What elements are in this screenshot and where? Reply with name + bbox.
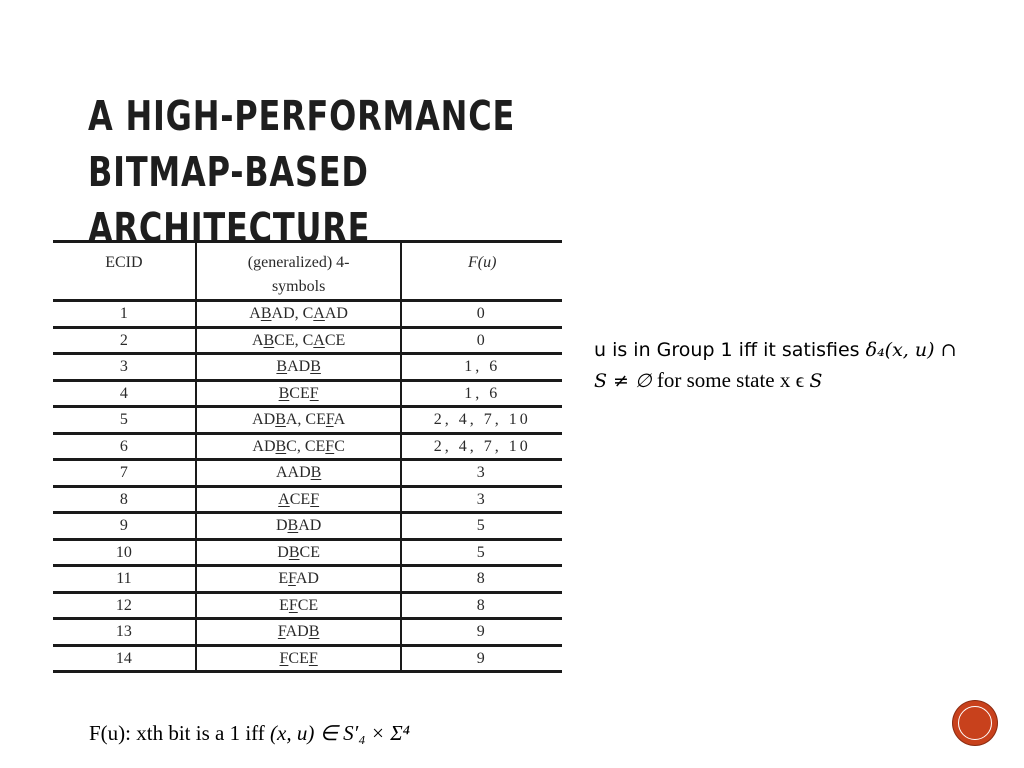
symbol-underlined: B bbox=[263, 331, 275, 349]
symbol-text: CE, C bbox=[274, 331, 314, 349]
symbol-text: AD bbox=[295, 570, 319, 588]
note-line-1-text: u is in Group 1 iff it satisfies bbox=[594, 339, 866, 361]
cell-symbols bbox=[196, 513, 402, 540]
symbol-text: CE bbox=[299, 543, 320, 561]
cell-symbols bbox=[196, 619, 402, 646]
note-line-1-math: δ₄(x, u) ∩ bbox=[865, 339, 957, 361]
header-symbols-line-1: (generalized) 4- bbox=[247, 254, 350, 271]
symbol-text: AD bbox=[252, 411, 276, 429]
next-slide-button[interactable] bbox=[953, 701, 997, 745]
symbol-underlined: A bbox=[278, 490, 290, 508]
symbol-underlined: B bbox=[288, 543, 300, 561]
cell-symbols bbox=[196, 433, 402, 460]
symbol-underlined: B bbox=[310, 358, 321, 376]
symbol-text: C, CE bbox=[286, 437, 326, 455]
symbol-text: AD bbox=[285, 623, 309, 641]
cell-symbols bbox=[196, 354, 402, 381]
symbol-underlined: F bbox=[288, 596, 298, 614]
cell-fu: 5 bbox=[401, 539, 562, 566]
symbol-underlined: A bbox=[313, 331, 325, 349]
symbol-text: D bbox=[277, 543, 289, 561]
symbol-text: AAD bbox=[275, 464, 311, 482]
symbol-underlined: B bbox=[310, 464, 322, 482]
cell-symbols bbox=[196, 327, 402, 354]
note-line-2-text: for some state x ϵ bbox=[651, 368, 810, 392]
caption-prefix: F(u): xth bit is a 1 iff bbox=[89, 721, 271, 745]
table-row bbox=[53, 407, 562, 434]
cell-symbols bbox=[196, 645, 402, 672]
symbol-text: CE bbox=[297, 596, 319, 614]
cell-ecid: 9 bbox=[53, 513, 196, 540]
symbol-text: CE bbox=[324, 331, 346, 349]
symbol-underlined: B bbox=[260, 305, 272, 323]
cell-ecid: 3 bbox=[53, 354, 196, 381]
cell-fu: 2, 4, 7, 10 bbox=[401, 407, 562, 434]
symbol-text: E bbox=[278, 570, 289, 588]
symbol-underlined: F bbox=[288, 570, 296, 588]
cell-fu: 3 bbox=[401, 486, 562, 513]
symbol-underlined: B bbox=[287, 517, 299, 535]
symbol-underlined: F bbox=[277, 623, 286, 641]
symbol-text: A bbox=[249, 305, 261, 323]
symbol-underlined: F bbox=[308, 649, 318, 667]
cell-ecid: 7 bbox=[53, 460, 196, 487]
cell-fu: 5 bbox=[401, 513, 562, 540]
symbol-underlined: F bbox=[309, 384, 319, 402]
cell-fu: 2, 4, 7, 10 bbox=[401, 433, 562, 460]
caption-math: (x, u) ∈ S′₄ × Σ⁴ bbox=[270, 721, 410, 745]
cell-fu: 0 bbox=[401, 301, 562, 328]
note-line-2 bbox=[594, 365, 1024, 396]
table-row bbox=[53, 619, 562, 646]
caption bbox=[89, 721, 410, 746]
symbol-text: CE bbox=[289, 384, 310, 402]
symbol-text: AD bbox=[252, 437, 276, 455]
table-row bbox=[53, 301, 562, 328]
table-row bbox=[53, 327, 562, 354]
symbol-text: A, CE bbox=[285, 411, 326, 429]
cell-fu: 8 bbox=[401, 566, 562, 593]
table-body bbox=[53, 301, 562, 672]
symbol-text: A bbox=[251, 331, 264, 349]
symbol-text: E bbox=[279, 596, 289, 614]
table-row bbox=[53, 513, 562, 540]
note-line-2-math-b: S bbox=[809, 370, 823, 392]
cell-symbols bbox=[196, 539, 402, 566]
symbol-text: A bbox=[333, 411, 346, 429]
symbol-underlined: F bbox=[325, 437, 335, 455]
symbol-text: AD, C bbox=[271, 305, 314, 323]
note-line-1 bbox=[594, 334, 1024, 365]
symbol-text: CE bbox=[288, 649, 309, 667]
table-row bbox=[53, 354, 562, 381]
cell-symbols bbox=[196, 460, 402, 487]
cell-symbols bbox=[196, 407, 402, 434]
symbol-underlined: F bbox=[325, 411, 334, 429]
slide-title bbox=[88, 88, 681, 256]
cell-ecid: 4 bbox=[53, 380, 196, 407]
symbol-underlined: B bbox=[275, 437, 287, 455]
header-ecid: ECID bbox=[53, 242, 196, 301]
ecid-table bbox=[53, 240, 562, 673]
cell-ecid: 13 bbox=[53, 619, 196, 646]
cell-fu: 1, 6 bbox=[401, 380, 562, 407]
cell-ecid: 1 bbox=[53, 301, 196, 328]
cell-ecid: 10 bbox=[53, 539, 196, 566]
symbol-text: AD bbox=[324, 305, 348, 323]
circle-next-icon bbox=[958, 706, 992, 740]
cell-symbols bbox=[196, 486, 402, 513]
table-row bbox=[53, 566, 562, 593]
table-row bbox=[53, 460, 562, 487]
symbol-text: AD bbox=[287, 358, 311, 376]
symbol-underlined: F bbox=[310, 490, 320, 508]
cell-ecid: 5 bbox=[53, 407, 196, 434]
table-row bbox=[53, 486, 562, 513]
cell-ecid: 8 bbox=[53, 486, 196, 513]
cell-symbols bbox=[196, 566, 402, 593]
cell-ecid: 6 bbox=[53, 433, 196, 460]
cell-ecid: 12 bbox=[53, 592, 196, 619]
symbol-underlined: F bbox=[279, 649, 289, 667]
cell-fu: 9 bbox=[401, 619, 562, 646]
cell-ecid: 2 bbox=[53, 327, 196, 354]
symbol-text: AD bbox=[298, 517, 322, 535]
symbol-text: D bbox=[275, 517, 288, 535]
cell-fu: 3 bbox=[401, 460, 562, 487]
table-row bbox=[53, 433, 562, 460]
symbol-text: CE bbox=[289, 490, 311, 508]
table-row bbox=[53, 645, 562, 672]
cell-fu: 8 bbox=[401, 592, 562, 619]
cell-symbols bbox=[196, 380, 402, 407]
group-condition-note bbox=[594, 334, 1024, 396]
symbol-underlined: B bbox=[278, 384, 290, 402]
cell-symbols bbox=[196, 301, 402, 328]
header-fu: F(u) bbox=[401, 242, 562, 301]
header-symbols-line-2: symbols bbox=[271, 278, 326, 295]
cell-ecid: 14 bbox=[53, 645, 196, 672]
slide-title-line-1: A HIGH-PERFORMANCE BITMAP-BASED bbox=[88, 92, 516, 196]
cell-fu: 1, 6 bbox=[401, 354, 562, 381]
symbol-underlined: B bbox=[276, 358, 288, 376]
table-row bbox=[53, 380, 562, 407]
cell-symbols bbox=[196, 592, 402, 619]
cell-fu: 9 bbox=[401, 645, 562, 672]
note-line-2-math-a: S ≠ ∅ bbox=[594, 370, 652, 392]
table-header-row bbox=[53, 242, 562, 301]
cell-fu: 0 bbox=[401, 327, 562, 354]
cell-ecid: 11 bbox=[53, 566, 196, 593]
header-symbols bbox=[196, 242, 402, 301]
symbol-underlined: B bbox=[275, 411, 286, 429]
symbol-underlined: A bbox=[313, 305, 325, 323]
slide-title-line-2: ARCHITECTURE bbox=[88, 204, 371, 252]
table-row bbox=[53, 592, 562, 619]
symbol-underlined: B bbox=[308, 623, 320, 641]
table-row bbox=[53, 539, 562, 566]
symbol-text: C bbox=[334, 437, 345, 455]
